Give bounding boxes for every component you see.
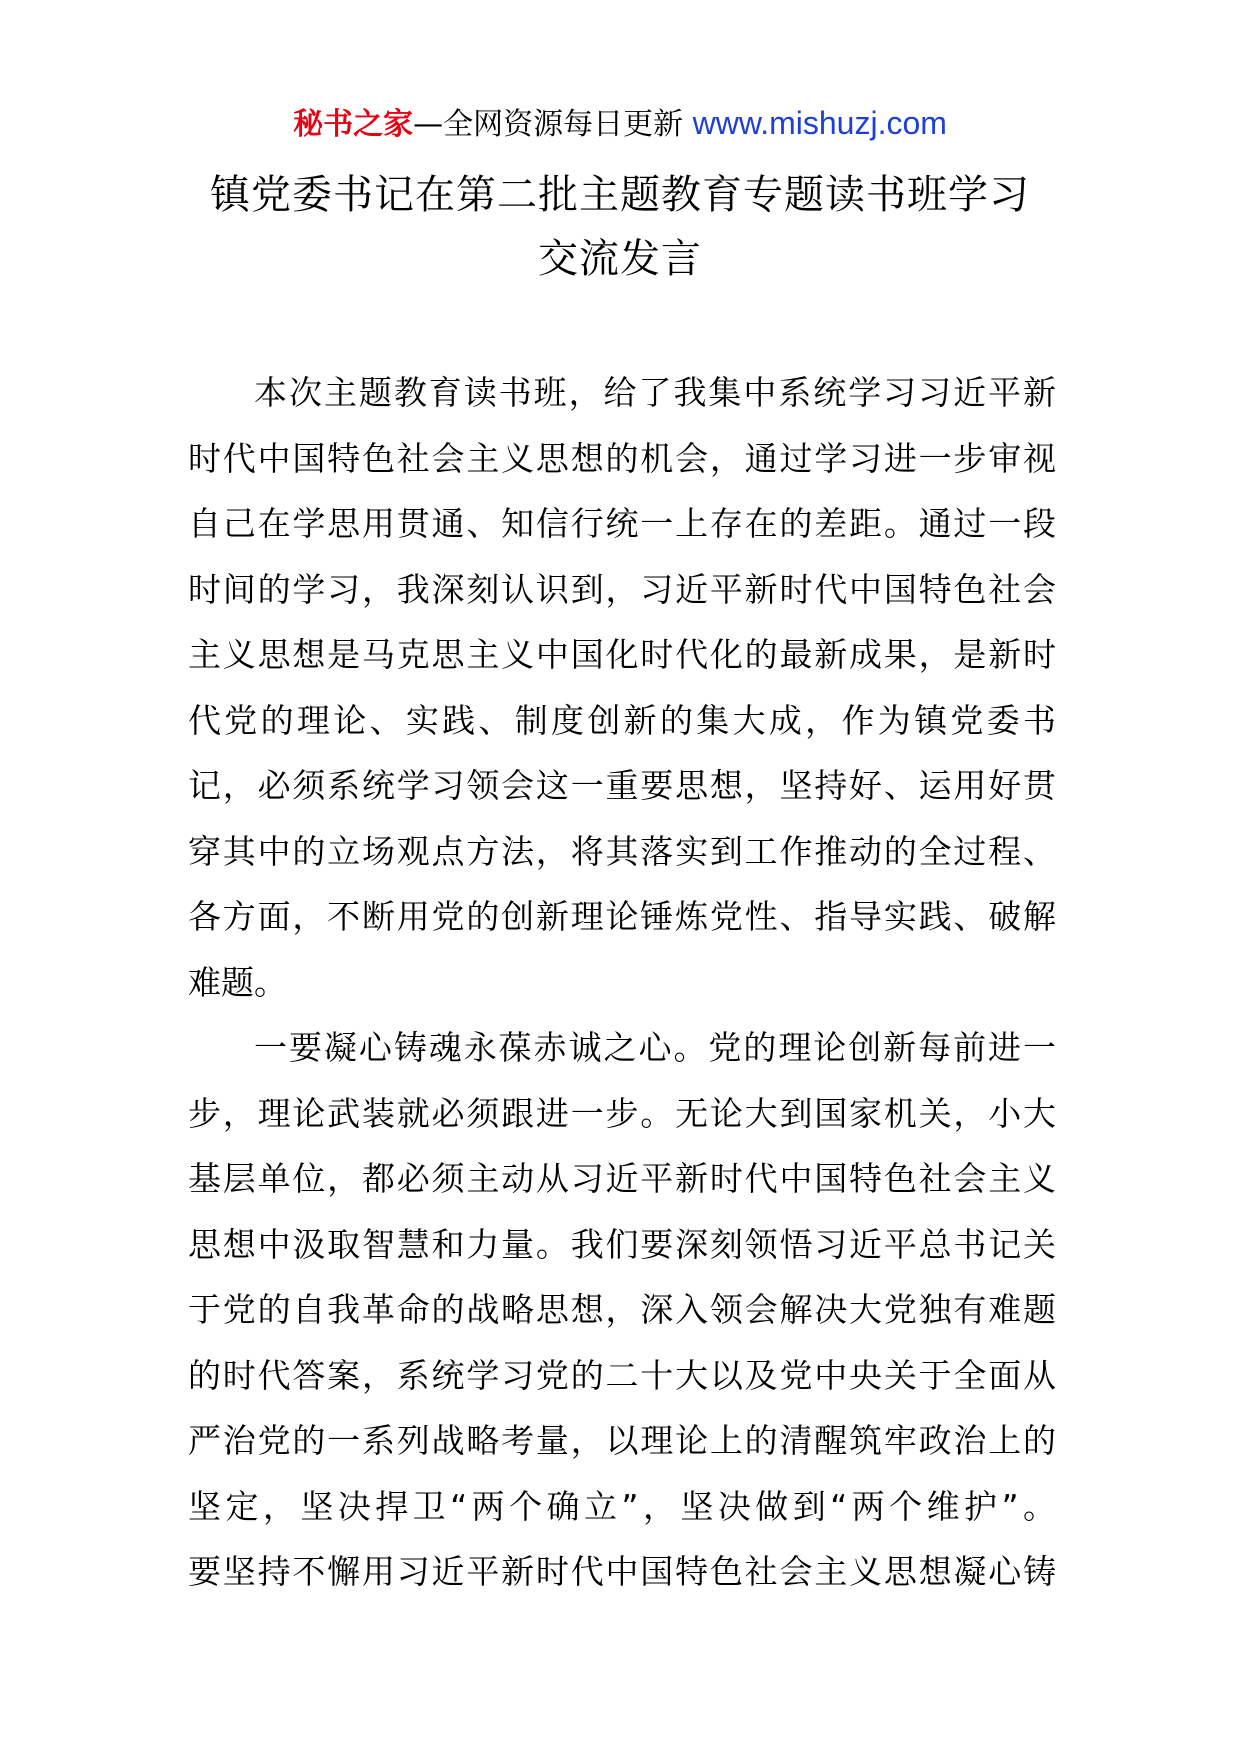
paragraph-line: 穿其中的立场观点方法，将其落实到工作推动的全过程、 bbox=[188, 831, 1056, 871]
paragraph-line: 时间的学习，我深刻认识到，习近平新时代中国特色社会 bbox=[188, 569, 1056, 609]
title-line-2: 交流发言 bbox=[538, 236, 702, 282]
site-url-link[interactable]: www.mishuzj.com bbox=[692, 105, 947, 141]
site-brand: 秘书之家 bbox=[293, 107, 414, 142]
paragraph-1 bbox=[188, 360, 1056, 1015]
paragraph-line: 于党的自我革命的战略思想，深入领会解决大党独有难题 bbox=[188, 1290, 1056, 1329]
paragraph-line: 一要凝心铸魂永葆赤诚之心。党的理论创新每前进一 bbox=[254, 1028, 1056, 1067]
paragraph-line: 各方面，不断用党的创新理论锤炼党性、指导实践、破解 bbox=[188, 897, 1056, 936]
paragraph-line: 要坚持不懈用习近平新时代中国特色社会主义思想凝心铸 bbox=[188, 1552, 1056, 1591]
paragraph-line: 坚定，坚决捍卫“两个确立”，坚决做到“两个维护”。 bbox=[188, 1486, 1056, 1526]
site-tagline: —全网资源每日更新 bbox=[413, 107, 684, 142]
title-line-1: 镇党委书记在第二批主题教育专题读书班学习 bbox=[210, 172, 1030, 218]
paragraph-line: 自己在学思用贯通、知信行统一上存在的差距。通过一段 bbox=[188, 504, 1056, 543]
paragraph-line: 时代中国特色社会主义思想的机会，通过学习进一步审视 bbox=[188, 438, 1056, 478]
paragraph-line: 难题。 bbox=[188, 962, 287, 1002]
paragraph-2 bbox=[188, 1015, 1056, 1605]
paragraph-line: 的时代答案，系统学习党的二十大以及党中央关于全面从 bbox=[188, 1355, 1056, 1395]
paragraph-line: 主义思想是马克思主义中国化时代化的最新成果，是新时 bbox=[188, 635, 1056, 674]
paragraph-line: 思想中汲取智慧和力量。我们要深刻领悟习近平总书记关 bbox=[188, 1224, 1056, 1264]
site-header bbox=[0, 103, 1240, 145]
document-title bbox=[150, 163, 1090, 291]
paragraph-line: 严治党的一系列战略考量，以理论上的清醒筑牢政治上的 bbox=[188, 1421, 1056, 1460]
paragraph-line: 基层单位，都必须主动从习近平新时代中国特色社会主义 bbox=[188, 1159, 1056, 1198]
paragraph-line: 本次主题教育读书班，给了我集中系统学习习近平新 bbox=[254, 373, 1056, 412]
paragraph-line: 代党的理论、实践、制度创新的集大成，作为镇党委书 bbox=[188, 700, 1056, 740]
document-body bbox=[188, 360, 1056, 1605]
paragraph-line: 步，理论武装就必须跟进一步。无论大到国家机关，小大 bbox=[188, 1093, 1056, 1133]
paragraph-line: 记，必须系统学习领会这一重要思想，坚持好、运用好贯 bbox=[188, 766, 1056, 805]
